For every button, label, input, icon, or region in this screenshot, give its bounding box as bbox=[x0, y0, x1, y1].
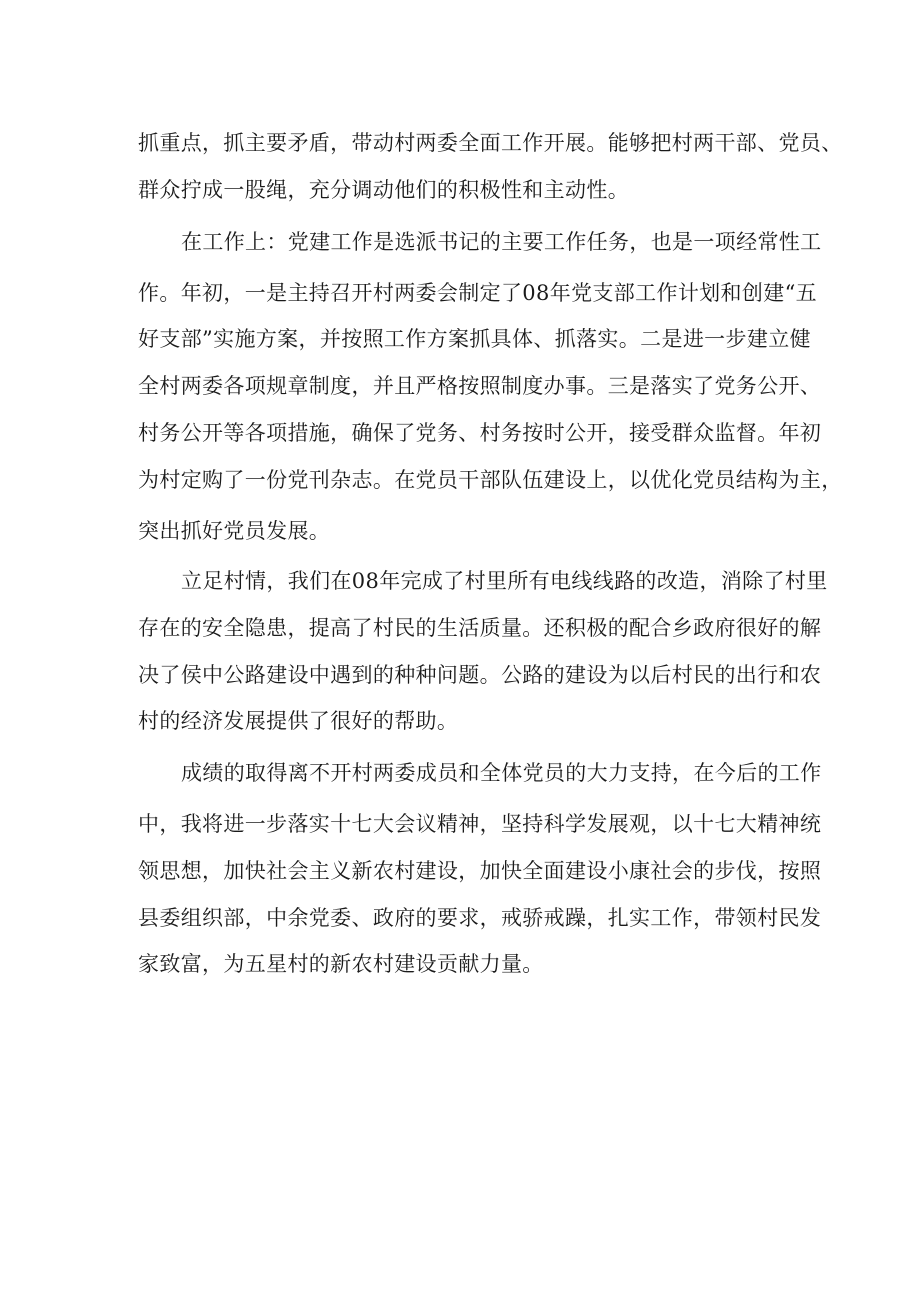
text-line: 突出抓好党员发展。 bbox=[138, 519, 331, 543]
paragraph-start-line: 成绩的取得离不开村两委成员和全体党员的大力支持，在今后的工作 bbox=[181, 761, 822, 785]
paragraph-start-line: 立足村情，我们在08年完成了村里所有电线线路的改造，消除了村里 bbox=[181, 569, 828, 593]
text-line: 村务公开等各项措施，确保了党务、村务按时公开，接受群众监督。年初 bbox=[138, 421, 822, 445]
text-line: 全村两委各项规章制度，并且严格按照制度办事。三是落实了党务公开、 bbox=[138, 374, 822, 398]
text-line: 县委组织部，中余党委、政府的要求，戒骄戒躁，扎实工作，带领村民发 bbox=[138, 906, 822, 930]
text-line: 群众拧成一股绳，充分调动他们的积极性和主动性。 bbox=[138, 178, 630, 202]
text-line: 存在的安全隐患，提高了村民的生活质量。还积极的配合乡政府很好的解 bbox=[138, 616, 822, 640]
text-line: 领思想，加快社会主义新农村建设，加快全面建设小康社会的步伐，按照 bbox=[138, 859, 822, 883]
text-line: 村的经济发展提供了很好的帮助。 bbox=[138, 709, 459, 733]
text-line: 家致富，为五星村的新农村建设贡献力量。 bbox=[138, 952, 544, 976]
text-line: 作。年初，一是主持召开村两委会制定了08年党支部工作计划和创建“五 bbox=[138, 281, 818, 305]
paragraph-start-line: 在工作上：党建工作是选派书记的主要工作任务，也是一项经常性工 bbox=[181, 230, 822, 254]
text-line: 抓重点，抓主要矛盾，带动村两委全面工作开展。能够把村两干部、党员、 bbox=[138, 131, 843, 155]
text-line: 为村定购了一份党刊杂志。在党员干部队伍建设上，以优化党员结构为主， bbox=[138, 468, 843, 492]
text-line: 好支部”实施方案，并按照工作方案抓具体、抓落实。二是进一步建立健 bbox=[138, 327, 811, 351]
text-line: 中，我将进一步落实十七大会议精神，坚持科学发展观，以十七大精神统 bbox=[138, 812, 822, 836]
text-line: 决了侯中公路建设中遇到的种种问题。公路的建设为以后村民的出行和农 bbox=[138, 663, 822, 687]
